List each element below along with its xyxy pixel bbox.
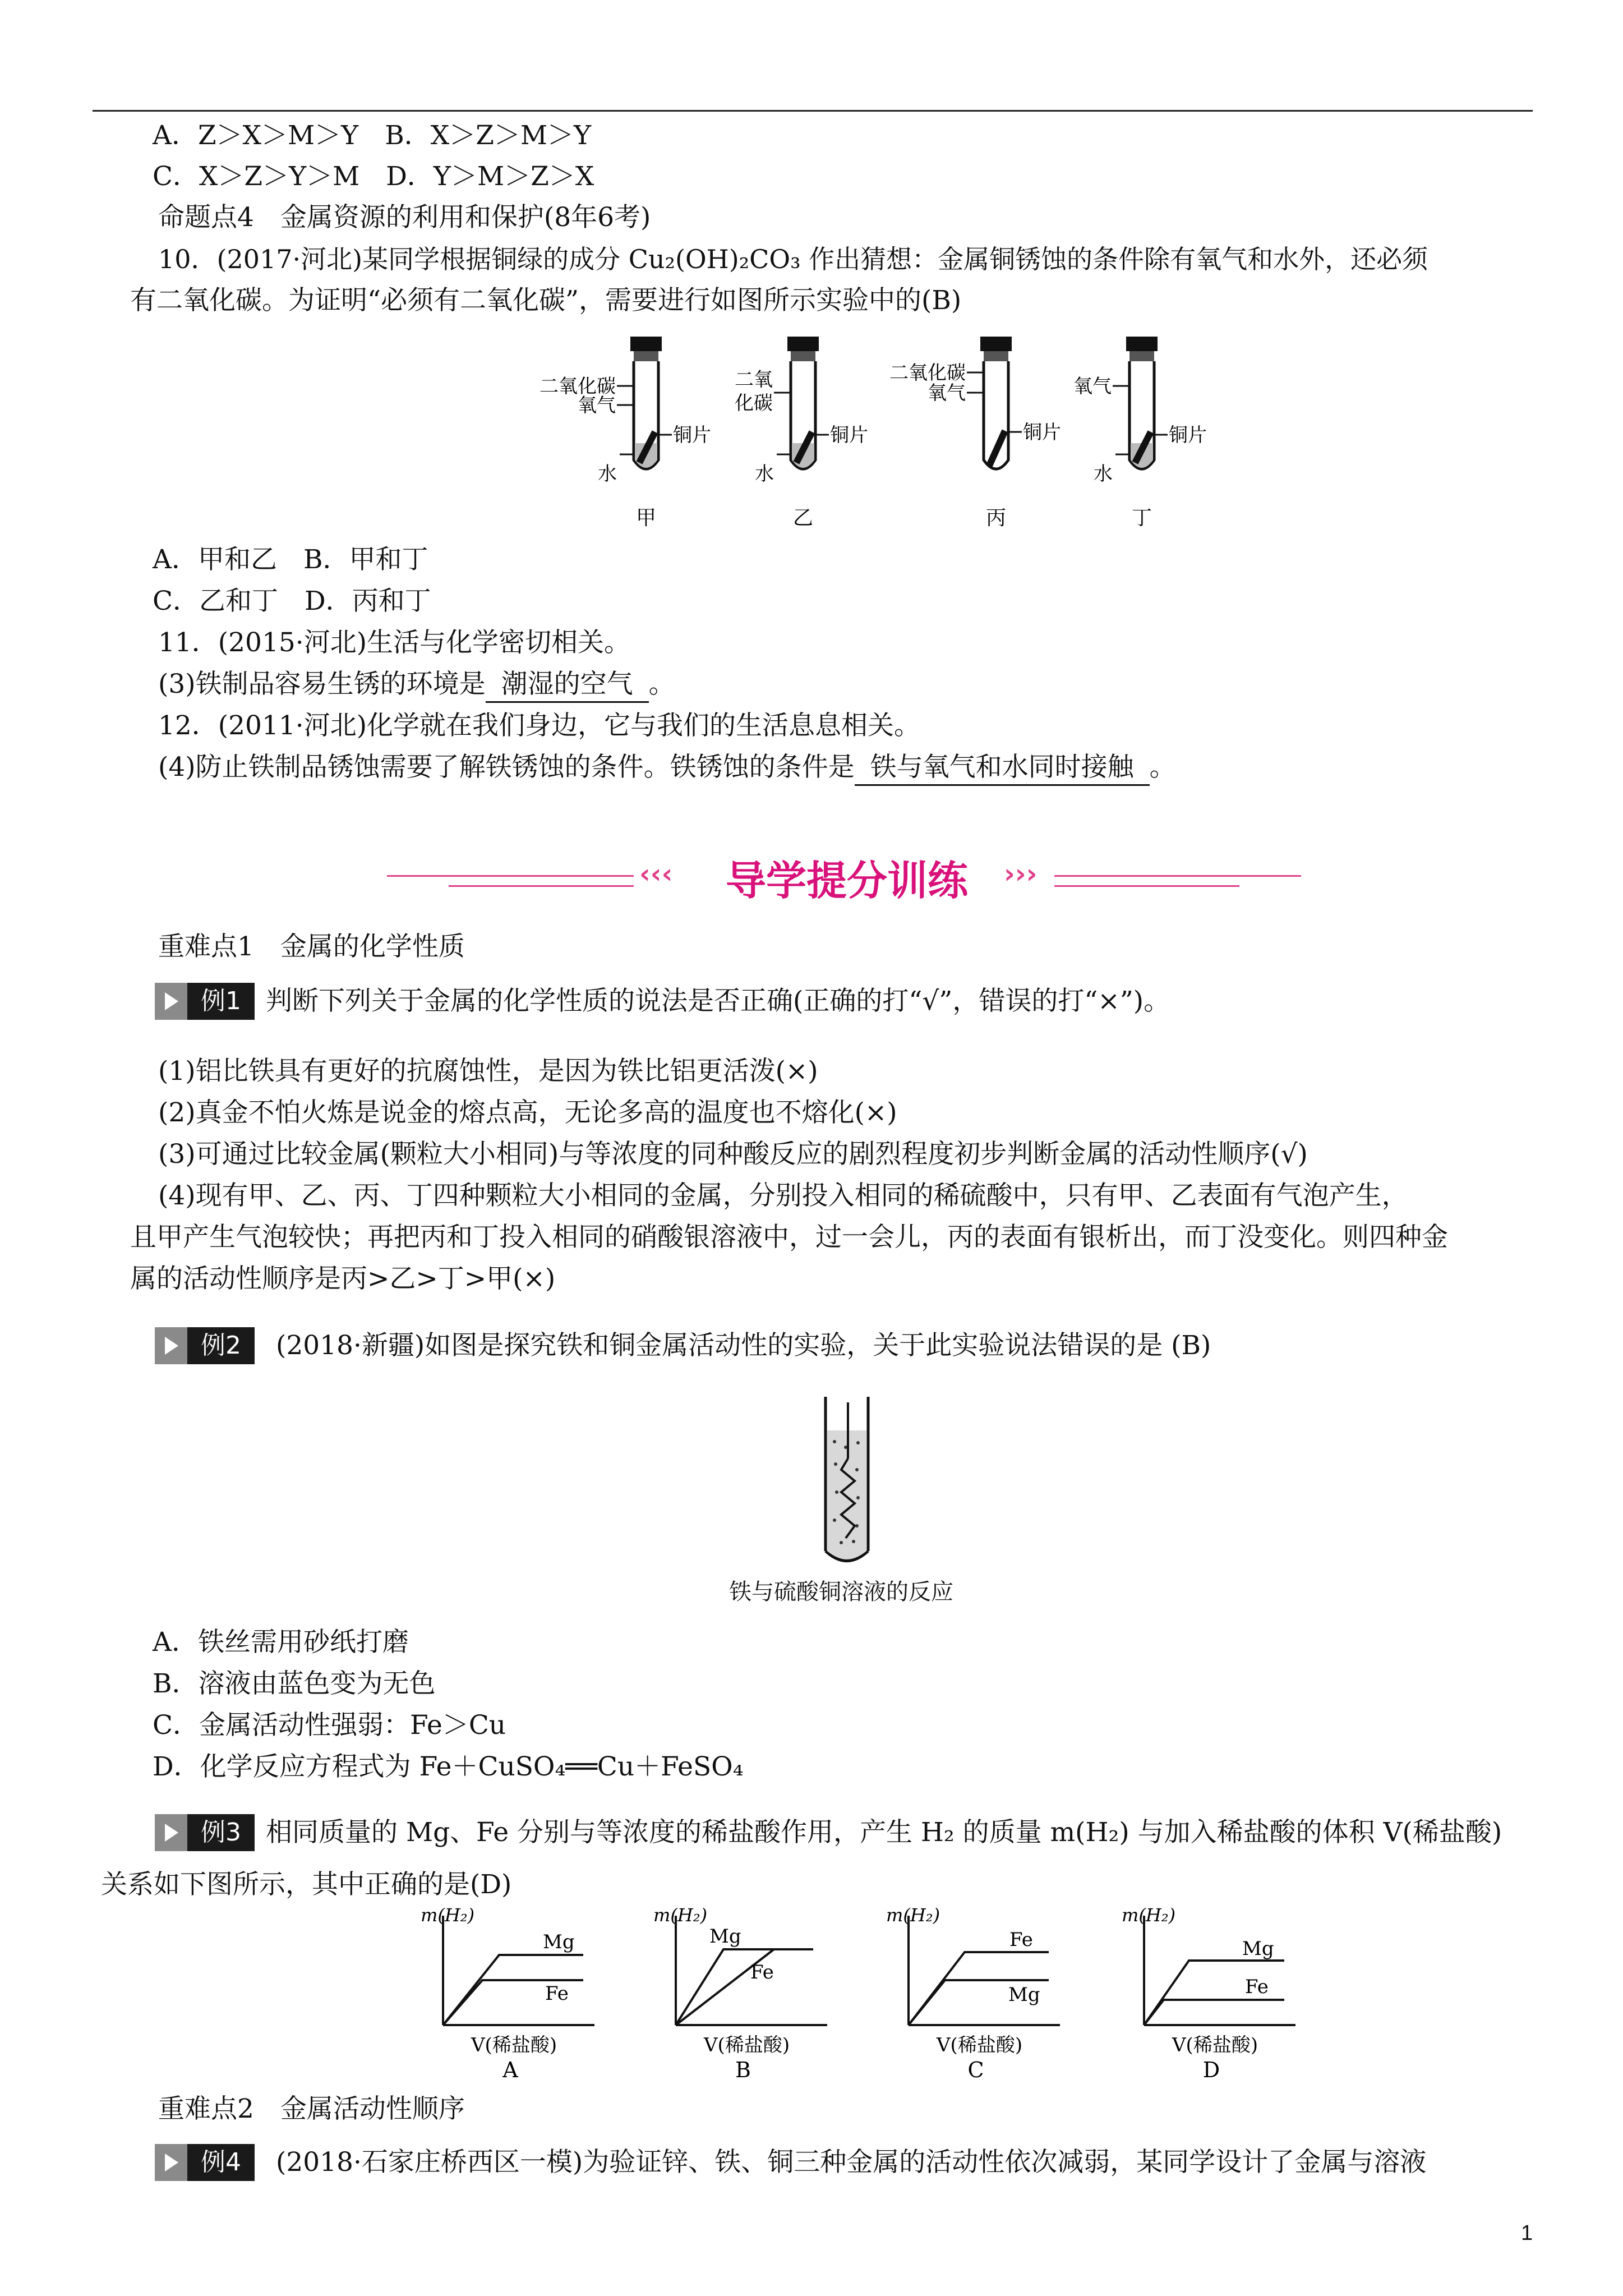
q12-text: 12．(2011·河北)化学就在我们身边，它与我们的生活息息相关。 — [158, 710, 921, 741]
q12-part-4 — [158, 751, 1176, 786]
example-1-item-4-line1: (4)现有甲、乙、丙、丁四种颗粒大小相同的金属，分别投入相同的稀硫酸中，只有甲、乙表面有气泡产生， — [158, 1180, 1408, 1211]
q10-options-ab: A．甲和乙 B．甲和丁 — [153, 544, 428, 575]
graph-c-mg: Mg — [1008, 1984, 1040, 2006]
figure-caption: 铁与硫酸铜溶液的反应 — [729, 1579, 953, 1605]
q11-3-question: (3)铁制品容易生锈的环境是 — [158, 669, 486, 700]
example-1-item-4-line3: 属的活动性顺序是丙>乙>丁>甲(×) — [130, 1263, 556, 1294]
graph-d-letter: D — [1202, 2058, 1220, 2082]
example-badge-3: 例3 — [155, 1814, 255, 1851]
q10-text-2: 有二氧化碳。为证明“必须有二氧化碳”，需要进行如图所示实验中的(B) — [130, 285, 962, 316]
label-jia-gas2: 氧气 — [578, 394, 616, 417]
label-yi-gas1: 二氧 — [735, 369, 773, 391]
graph-c — [886, 1904, 1060, 2082]
example-3-prompt-1: 相同质量的 Mg、Fe 分别与等浓度的稀盐酸作用，产生 H₂ 的质量 m(H₂) 与加入稀盐酸的体积 V(稀盐酸) — [266, 1817, 1502, 1848]
banner-rule-right-2 — [1054, 885, 1239, 887]
test-tube-figure — [505, 331, 1234, 539]
label-yi-metal: 铜片 — [830, 424, 868, 447]
example-1-item-1: (1)铝比铁具有更好的抗腐蚀性，是因为铁比铝更活泼(×) — [158, 1056, 818, 1087]
graph-b-ylabel: m(H₂) — [653, 1904, 708, 1926]
graph-a — [421, 1904, 594, 2082]
tube-bing — [889, 337, 1061, 530]
label-yi-water: 水 — [755, 463, 774, 485]
example-1-item-2: (2)真金不怕火炼是说金的熔点高，无论多高的温度也不熔化(×) — [158, 1097, 897, 1128]
tube-ding — [1073, 337, 1207, 530]
graph-d — [1122, 1904, 1295, 2082]
example-badge-1: 例1 — [155, 983, 255, 1020]
example-2-option-c: C．金属活动性强弱：Fe＞Cu — [153, 1710, 506, 1741]
label-jia-metal: 铜片 — [673, 424, 711, 447]
graph-a-mg: Mg — [543, 1931, 575, 1953]
graph-b — [653, 1904, 827, 2082]
graph-a-xlabel: V(稀盐酸) — [471, 2034, 557, 2056]
example-3-prompt-2: 关系如下图所示，其中正确的是(D) — [101, 1869, 512, 1900]
key-point-2: 重难点2 金属活动性顺序 — [158, 2093, 465, 2124]
banner-rule-left-2 — [449, 885, 634, 887]
graphs-figure — [336, 1899, 1324, 2084]
q9-options-cd: C．X＞Z＞Y＞M D．Y＞M＞Z＞X — [153, 161, 594, 192]
graph-b-fe: Fe — [750, 1961, 774, 1984]
q10-text-1: 10．(2017·河北)某同学根据铜绿的成分 Cu₂(OH)₂CO₃ 作出猜想：金属铜锈蚀的条件除有氧气和水外，还必须 — [158, 244, 1428, 274]
banner-chevrons-right: ››› — [1004, 858, 1038, 890]
label-jia: 甲 — [635, 507, 657, 530]
graph-a-letter: A — [502, 2058, 518, 2082]
q9-options-ab: A．Z＞X＞M＞Y B．X＞Z＞M＞Y — [153, 120, 592, 151]
q11-3-answer: 潮湿的空气 — [486, 668, 649, 703]
q11-part-3 — [158, 668, 675, 703]
example-2-option-b: B．溶液由蓝色变为无色 — [153, 1668, 436, 1699]
label-ding-water: 水 — [1094, 463, 1113, 485]
graph-d-fe: Fe — [1245, 1976, 1269, 1998]
label-jia-water: 水 — [598, 463, 617, 485]
label-bing: 丙 — [985, 507, 1007, 530]
example-badge-4: 例4 — [155, 2144, 255, 2181]
label-yi: 乙 — [792, 507, 814, 530]
section-banner: 导学提分训练 — [725, 857, 968, 904]
graph-b-xlabel: V(稀盐酸) — [704, 2034, 790, 2056]
banner-rule-right-1 — [1054, 875, 1301, 877]
q12-4-answer: 铁与氧气和水同时接触 — [855, 751, 1150, 786]
graph-c-letter: C — [967, 2058, 984, 2082]
graph-c-xlabel: V(稀盐酸) — [937, 2034, 1023, 2056]
example-1-prompt: 判断下列关于金属的化学性质的说法是否正确(正确的打“√”，错误的打“×”)。 — [266, 986, 1170, 1016]
label-bing-gas2: 氧气 — [928, 382, 966, 404]
header-rule — [93, 110, 1533, 112]
label-yi-gas2: 化碳 — [735, 392, 773, 415]
label-ding: 丁 — [1131, 507, 1152, 530]
iron-wire-tube-figure — [802, 1391, 892, 1571]
q10-options-cd: C．乙和丁 D．丙和丁 — [153, 586, 431, 616]
topic-heading-4: 命题点4 金属资源的利用和保护(8年6考) — [158, 202, 651, 233]
graph-c-ylabel: m(H₂) — [886, 1904, 940, 1926]
label-ding-gas1: 氧气 — [1073, 375, 1112, 398]
label-bing-metal: 铜片 — [1023, 421, 1061, 444]
q11-3-end: 。 — [648, 669, 675, 700]
graph-d-ylabel: m(H₂) — [1122, 1904, 1176, 1926]
q12-4-end: 。 — [1149, 752, 1176, 783]
graph-b-mg: Mg — [709, 1925, 741, 1948]
graph-c-fe: Fe — [1009, 1929, 1033, 1951]
graph-a-ylabel: m(H₂) — [421, 1904, 475, 1926]
example-2-option-a: A．铁丝需用砂纸打磨 — [153, 1627, 409, 1658]
label-jia-gas1: 二氧化碳 — [540, 375, 616, 398]
example-2-option-d: D．化学反应方程式为 Fe＋CuSO₄══Cu＋FeSO₄ — [153, 1751, 744, 1782]
graph-b-letter: B — [735, 2058, 751, 2082]
q12-4-question: (4)防止铁制品锈蚀需要了解铁锈蚀的条件。铁锈蚀的条件是 — [158, 752, 855, 783]
tube-yi — [735, 337, 868, 530]
banner-chevrons-left: ‹‹‹ — [639, 858, 673, 890]
label-ding-metal: 铜片 — [1169, 424, 1207, 447]
q11-text: 11．(2015·河北)生活与化学密切相关。 — [158, 627, 631, 658]
label-bing-gas1: 二氧化碳 — [889, 362, 966, 384]
example-1-item-4-line2: 且甲产生气泡较快；再把丙和丁投入相同的硝酸银溶液中，过一会儿，丙的表面有银析出，而丁没变化。则四种金 — [130, 1222, 1448, 1253]
graph-d-mg: Mg — [1242, 1938, 1274, 1960]
example-badge-2: 例2 — [155, 1327, 255, 1364]
example-1-item-3: (3)可通过比较金属(颗粒大小相同)与等浓度的同种酸反应的剧烈程度初步判断金属的活动性顺序(√) — [158, 1139, 1308, 1170]
graph-a-fe: Fe — [545, 1982, 569, 2005]
graph-d-xlabel: V(稀盐酸) — [1172, 2034, 1258, 2056]
tube-jia — [540, 337, 711, 530]
example-4-prompt: (2018·石家庄桥西区一模)为验证锌、铁、铜三种金属的活动性依次减弱，某同学设计了金属与溶液 — [276, 2147, 1427, 2178]
banner-rule-left-1 — [387, 875, 634, 877]
key-point-1: 重难点1 金属的化学性质 — [158, 931, 465, 962]
example-2-prompt: (2018·新疆)如图是探究铁和铜金属活动性的实验，关于此实验说法错误的是 (B) — [276, 1330, 1211, 1361]
page-number: 1 — [1521, 2221, 1533, 2245]
